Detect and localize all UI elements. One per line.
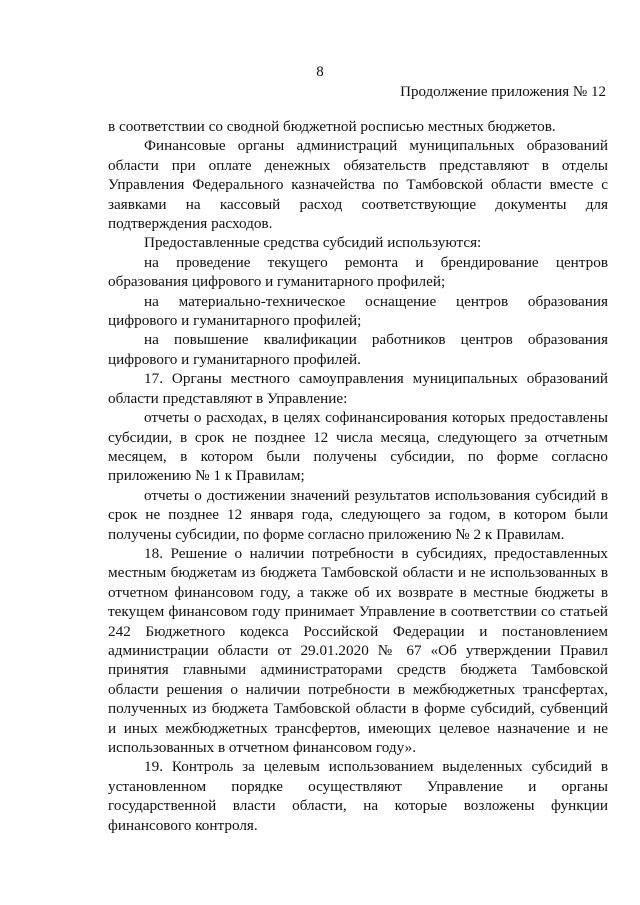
paragraph-financial-bodies: Финансовые органы администраций муниципальных образований области при оплате денежных обязательств представляют в отделы Управления Федерального казначейства по Тамбовской области вместе с заявками на кассовый расход соответствующие документы для подтверждения расходов. xyxy=(108,137,608,233)
paragraph-budget-schedule: в соответствии со сводной бюджетной росписью местных бюджетов. xyxy=(108,118,556,135)
section-18-paragraph: 18. Решение о наличии потребности в субсидиях, предоставленных местным бюджетам из бюджета Тамбовской области и не использованных в отчетном финансовом году, а также об их возврате в местные бюджеты в текущем финансовом году принимает Управление в соответствии со статьей 242 Бюджетного кодекса Российской Федерации и постановлением администрации области от 29.01.2020 № 67 «Об утверждении Правил принятия главными администраторами средств бюджета Тамбовской области решения о наличии потребности в межбюджетных трансфертах, полученных из бюджета Тамбовской области в форме субсидий, субвенций и иных межбюджетных трансфертов, имеющих целевое назначение и не использованных в отчетном финансовом году». xyxy=(108,544,608,756)
list-item-equipment: на материально-техническое оснащение центров образования цифрового и гуманитарного профилей; xyxy=(108,292,608,330)
section-17-expense-reports: отчеты о расходах, в целях софинансирования которых предоставлены субсидии, в срок не позднее 12 числа месяца, следующего за отчетным месяцем, в котором были получены субсидии, по форме согласно приложению № 1 к Правилам; xyxy=(108,409,608,485)
section-19-paragraph: 19. Контроль за целевым использованием выделенных субсидий в установленном порядке осуществляют Управление и органы государственной власти области, на которые возложены функции финансового контроля. xyxy=(108,758,608,834)
list-item-qualification: на повышение квалификации работников центров образования цифрового и гуманитарного профилей. xyxy=(108,331,608,368)
document-body xyxy=(108,117,608,835)
section-17-result-reports: отчеты о достижении значений результатов использования субсидий в срок не позднее 12 января года, следующего за годом, в котором были получены субсидии, по форме согласно приложению № 2 к Правилам. xyxy=(108,486,608,543)
appendix-continuation-label: Продолжение приложения № 12 xyxy=(400,84,606,100)
list-item-repair-branding: на проведение текущего ремонта и брендирование центров образования цифрового и гуманитарного профилей; xyxy=(108,253,608,291)
page-number: 8 xyxy=(316,64,324,80)
section-17-heading: 17. Органы местного самоуправления муниципальных образований области представляют в Управление: xyxy=(108,370,608,407)
paragraph-subsidy-uses-intro: Предоставленные средства субсидий используются: xyxy=(144,234,482,252)
